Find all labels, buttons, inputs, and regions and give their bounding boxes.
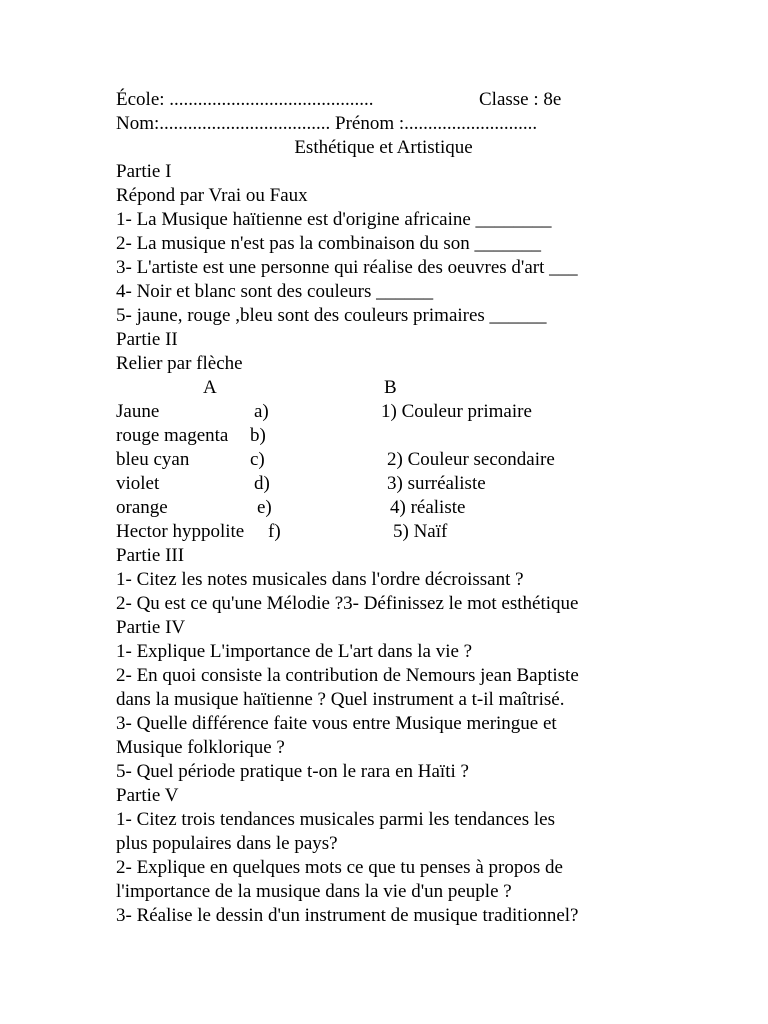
matching-row	[116, 400, 676, 424]
question-item: 1- Citez trois tendances musicales parmi les tendances les	[116, 809, 555, 830]
matching-letter: a)	[254, 401, 269, 422]
matching-answer: 1) Couleur primaire	[381, 401, 532, 422]
matching-term: Jaune	[116, 401, 160, 422]
header-line-ecole-classe	[116, 88, 676, 112]
matching-row	[116, 496, 676, 520]
question-item: 2- La musique n'est pas la combinaison du son _______	[116, 233, 542, 254]
classe-field: Classe : 8e	[479, 89, 562, 110]
question-item: 5- jaune, rouge ,bleu sont des couleurs primaires ______	[116, 305, 547, 326]
partie-5-heading: Partie V	[116, 785, 179, 806]
matching-term: orange	[116, 497, 168, 518]
question-item: 5- Quel période pratique t-on le rara en Haïti ?	[116, 761, 469, 782]
matching-answer: 5) Naïf	[393, 521, 448, 542]
matching-letter: c)	[250, 449, 265, 470]
question-item: 3- L'artiste est une personne qui réalise des oeuvres d'art ___	[116, 257, 578, 278]
question-item: 1- La Musique haïtienne est d'origine africaine ________	[116, 209, 552, 230]
column-b-header: B	[384, 377, 397, 398]
matching-term: violet	[116, 473, 160, 494]
ecole-field: École: ...........................................	[116, 89, 374, 110]
matching-row	[116, 472, 676, 496]
matching-column-headers	[116, 376, 676, 400]
matching-letter: f)	[268, 521, 281, 542]
question-item: 1- Citez les notes musicales dans l'ordre décroissant ?	[116, 569, 524, 590]
matching-letter: d)	[254, 473, 270, 494]
matching-row	[116, 448, 676, 472]
matching-answer: 2) Couleur secondaire	[387, 449, 555, 470]
matching-term: Hector hyppolite	[116, 521, 245, 542]
matching-term: rouge magenta	[116, 425, 229, 446]
question-item: Musique folklorique ?	[116, 737, 285, 758]
question-item: 4- Noir et blanc sont des couleurs ______	[116, 281, 434, 302]
question-item: dans la musique haïtienne ? Quel instrument a t-il maîtrisé.	[116, 689, 565, 710]
question-item: 2- Qu est ce qu'une Mélodie ?3- Définissez le mot esthétique	[116, 593, 579, 614]
nom-prenom-field: Nom:.................................... Prénom :............................	[116, 113, 538, 134]
matching-row	[116, 520, 676, 544]
column-a-header: A	[203, 377, 217, 398]
matching-answer: 3) surréaliste	[387, 473, 486, 494]
matching-letter: e)	[257, 497, 272, 518]
question-item: 2- En quoi consiste la contribution de Nemours jean Baptiste	[116, 665, 579, 686]
partie-3-heading: Partie III	[116, 545, 185, 566]
partie-2-instruction: Relier par flèche	[116, 353, 243, 374]
question-item: 3- Quelle différence faite vous entre Musique meringue et	[116, 713, 557, 734]
worksheet	[116, 88, 676, 928]
question-item: l'importance de la musique dans la vie d'un peuple ?	[116, 881, 512, 902]
question-item: 2- Explique en quelques mots ce que tu penses à propos de	[116, 857, 563, 878]
matching-letter: b)	[250, 425, 266, 446]
partie-4-heading: Partie IV	[116, 617, 186, 638]
worksheet-title: Esthétique et Artistique	[294, 137, 473, 158]
partie-1-instruction: Répond par Vrai ou Faux	[116, 185, 308, 206]
question-item: 3- Réalise le dessin d'un instrument de musique traditionnel?	[116, 905, 579, 926]
matching-row	[116, 424, 676, 448]
question-item: 1- Explique L'importance de L'art dans la vie ?	[116, 641, 473, 662]
matching-term: bleu cyan	[116, 449, 190, 470]
question-item: plus populaires dans le pays?	[116, 833, 338, 854]
matching-answer: 4) réaliste	[390, 497, 466, 518]
partie-2-heading: Partie II	[116, 329, 178, 350]
partie-1-heading: Partie I	[116, 161, 172, 182]
